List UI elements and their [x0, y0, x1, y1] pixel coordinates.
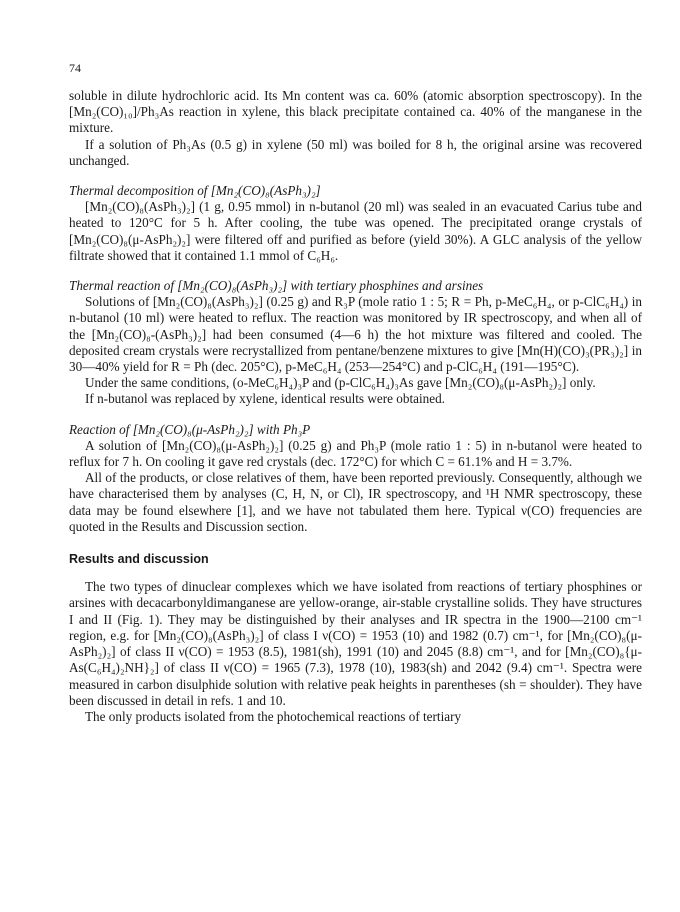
page-number: 74 — [69, 61, 81, 75]
paragraph: The two types of dinuclear complexes which we have isolated from reactions of tertiary phosphines or arsines with decacarbonyldimanganese are yellow-orange, air-stable crystalline solids. They have structures I and II (Fig. 1). They may be distinguished by their analyses and IR spectra in the 1900—2100 cm⁻¹ region, e.g. for [Mn₂(CO)₈(AsPh₃)₂] of class I ν(CO) = 1953 (10) and 1982 (0.7) cm⁻¹, for [Mn₂(CO)₈(μ-AsPh₂)₂] of class II ν(CO) = 1953 (8.5), 1981(sh), 1991 (10) and 2045 (8.8) cm⁻¹, and for [Mn₂(CO)₈{μ-As(C₆H₄)₂NH}₂] of class II ν(CO) = 1965 (7.3), 1978 (10), 1983(sh) and 2042 (9.4) cm⁻¹. Spectra were measured in carbon disulphide solution with relative peak heights in parentheses (sh = shoulder). They have been discussed in detail in refs. 1 and 10. — [69, 579, 642, 708]
paragraph: The only products isolated from the photochemical reactions of tertiary — [85, 708, 462, 724]
paragraph: Under the same conditions, (o-MeC₆H₄)₃P and (p-ClC₆H₄)₃As gave [Mn₂(CO)₈(μ-AsPh₂)₂] only. — [85, 375, 596, 391]
section-heading: Results and discussion — [69, 552, 209, 567]
paragraph: soluble in dilute hydrochloric acid. Its Mn content was ca. 60% (atomic absorption spectroscopy). In the [Mn₂(CO)₁₀]/Ph₃As reaction in xylene, this black precipitate contained ca. 40% of the manganese in the mixture. — [69, 88, 642, 136]
paragraph: Solutions of [Mn₂(CO)₈(AsPh₃)₂] (0.25 g) and R₃P (mole ratio 1 : 5; R = Ph, p-MeC₆H₄, or p-ClC₆H₄) in n-butanol (10 ml) were heated to reflux. The reaction was monitored by IR spectroscopy, and when all of the [Mn₂(CO)₈-(AsPh₃)₂] had been consumed (4—6 h) the hot mixture was filtered and cooled. The deposited cream crystals were recrystallized from pentane/benzene mixtures to give [Mn(H)(CO)₃(PR₃)₂] in 30—40% yield for R = Ph (dec. 205°C), p-MeC₆H₄ (253—254°C) and p-ClC₆H₄ (191—195°C). — [69, 294, 642, 375]
page-body — [69, 88, 642, 725]
paragraph: A solution of [Mn₂(CO)₈(μ-AsPh₂)₂] (0.25 g) and Ph₃P (mole ratio 1 : 5) in n-butanol were heated to reflux for 7 h. On cooling it gave red crystals (dec. 172°C) for which C = 61.1% and H = 3.7%. — [69, 437, 642, 470]
paragraph: [Mn₂(CO)₈(AsPh₃)₂] (1 g, 0.95 mmol) in n-butanol (20 ml) was sealed in an evacuated Carius tube and heated to 120°C for 5 h. After cooling, the tube was opened. The precipitated orange crystals of [Mn₂(CO)₈(μ-AsPh₂)₂] were filtered off and purified as before (yield 30%). A GLC analysis of the yellow filtrate showed that it contained 1.1 mmol of C₆H₆. — [69, 199, 642, 263]
paragraph: All of the products, or close relatives of them, have been reported previously. Consequently, although we have characterised them by analyses (C, H, N, or Cl), IR spectroscopy, and ¹H NMR spectroscopy, these data may be found elsewhere [1], and we have not tabulated them here. Typical ν(CO) frequencies are quoted in the Results and Discussion section. — [69, 470, 642, 534]
section-title: Thermal reaction of [Mn₂(CO)₈(AsPh₃)₂] with tertiary phosphines and arsines — [69, 278, 484, 294]
paragraph: If a solution of Ph₃As (0.5 g) in xylene (50 ml) was boiled for 8 h, the original arsine was recovered unchanged. — [69, 136, 642, 168]
section-title: Thermal decomposition of [Mn₂(CO)₈(AsPh₃)₂] — [69, 183, 321, 199]
paragraph: If n-butanol was replaced by xylene, identical results were obtained. — [85, 391, 445, 407]
section-title: Reaction of [Mn₂(CO)₈(μ-AsPh₂)₂] with Ph₃P — [69, 421, 311, 437]
